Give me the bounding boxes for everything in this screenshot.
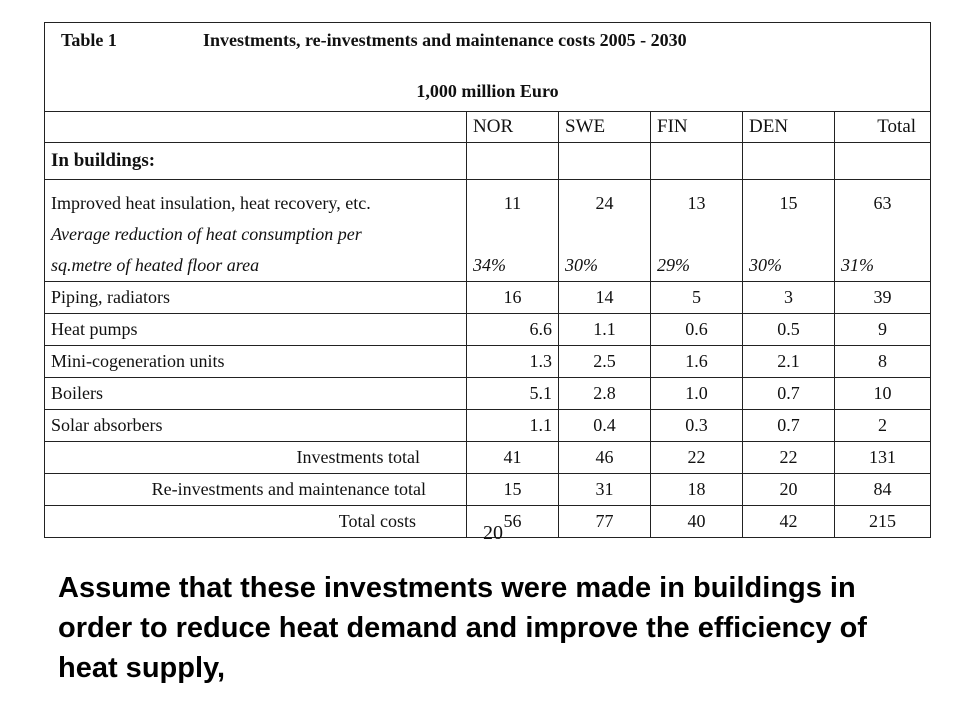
table-title: Investments, re-investments and maintenance costs 2005 - 2030 (203, 30, 687, 50)
insulation-value-fin: 13 (687, 193, 706, 213)
table-title-cell (45, 23, 931, 74)
row-value-den: 2.1 (743, 346, 835, 378)
totals-value-total: 84 (835, 474, 931, 506)
table-row (45, 410, 931, 442)
row-value-fin: 0.3 (651, 410, 743, 442)
row-value-den: 3 (743, 282, 835, 314)
insulation-pct-total: 31% (841, 255, 874, 275)
section-row (45, 143, 931, 180)
totals-value-fin: 40 (651, 506, 743, 538)
row-value-nor: 5.1 (467, 378, 559, 410)
insulation-pct-nor: 34% (473, 255, 506, 275)
insulation-cell-fin (651, 180, 743, 282)
row-value-total: 2 (835, 410, 931, 442)
col-header-nor: NOR (467, 112, 559, 143)
col-header-swe: SWE (559, 112, 651, 143)
row-value-nor: 16 (467, 282, 559, 314)
totals-value-nor: 56 (467, 506, 559, 538)
totals-value-swe: 46 (559, 442, 651, 474)
totals-value-total: 131 (835, 442, 931, 474)
insulation-value-den: 15 (779, 193, 798, 213)
insulation-cell-swe (559, 180, 651, 282)
row-value-fin: 0.6 (651, 314, 743, 346)
row-value-den: 0.7 (743, 410, 835, 442)
row-value-nor: 1.1 (467, 410, 559, 442)
totals-value-den: 42 (743, 506, 835, 538)
row-value-den: 0.7 (743, 378, 835, 410)
totals-value-fin: 18 (651, 474, 743, 506)
row-value-swe: 1.1 (559, 314, 651, 346)
row-value-total: 9 (835, 314, 931, 346)
table-label: Table 1 (61, 30, 117, 50)
totals-value-swe: 31 (559, 474, 651, 506)
totals-value-fin: 22 (651, 442, 743, 474)
totals-row (45, 442, 931, 474)
table-row (45, 346, 931, 378)
totals-value-nor: 15 (467, 474, 559, 506)
row-label: Piping, radiators (45, 282, 467, 314)
page-number: 20 (483, 522, 503, 544)
insulation-sub-label-1: Average reduction of heat consumption per (51, 224, 362, 244)
insulation-cell-den (743, 180, 835, 282)
insulation-row (45, 180, 931, 282)
row-value-fin: 1.0 (651, 378, 743, 410)
insulation-label: Improved heat insulation, heat recovery, etc. (51, 193, 371, 213)
row-value-swe: 2.8 (559, 378, 651, 410)
row-value-total: 10 (835, 378, 931, 410)
insulation-sub-label-2: sq.metre of heated floor area (51, 255, 260, 275)
section-label: In buildings: (45, 143, 467, 180)
totals-label: Total costs (45, 506, 467, 538)
insulation-label-cell (45, 180, 467, 282)
row-value-swe: 14 (559, 282, 651, 314)
insulation-pct-den: 30% (749, 255, 782, 275)
row-value-total: 8 (835, 346, 931, 378)
row-value-swe: 0.4 (559, 410, 651, 442)
totals-value-den: 20 (743, 474, 835, 506)
insulation-pct-fin: 29% (657, 255, 690, 275)
table-row (45, 378, 931, 410)
row-label: Heat pumps (45, 314, 467, 346)
row-label: Boilers (45, 378, 467, 410)
header-blank (45, 112, 467, 143)
slide-caption: Assume that these investments were made in buildings in order to reduce heat demand and improve the efficiency of heat supply, (58, 572, 867, 684)
table-row (45, 314, 931, 346)
insulation-cell-total (835, 180, 931, 282)
col-header-total: Total (835, 112, 931, 143)
totals-label: Re-investments and maintenance total (45, 474, 467, 506)
totals-value-total: 215 (835, 506, 931, 538)
row-value-nor: 1.3 (467, 346, 559, 378)
col-header-den: DEN (743, 112, 835, 143)
row-label: Mini-cogeneration units (45, 346, 467, 378)
insulation-value-total: 63 (873, 193, 892, 213)
investment-cost-table (44, 22, 931, 538)
insulation-value-nor: 11 (503, 193, 522, 213)
row-value-swe: 2.5 (559, 346, 651, 378)
row-value-fin: 1.6 (651, 346, 743, 378)
row-value-nor: 6.6 (467, 314, 559, 346)
col-header-fin: FIN (651, 112, 743, 143)
row-value-fin: 5 (651, 282, 743, 314)
column-header-row (45, 112, 931, 143)
insulation-value-swe: 24 (595, 193, 614, 213)
row-value-total: 39 (835, 282, 931, 314)
table-unit: 1,000 million Euro (45, 73, 931, 112)
insulation-pct-swe: 30% (565, 255, 598, 275)
totals-value-den: 22 (743, 442, 835, 474)
row-label: Solar absorbers (45, 410, 467, 442)
totals-row (45, 474, 931, 506)
totals-value-swe: 77 (559, 506, 651, 538)
insulation-cell-nor (467, 180, 559, 282)
row-value-den: 0.5 (743, 314, 835, 346)
totals-value-nor: 41 (467, 442, 559, 474)
table-row (45, 282, 931, 314)
totals-label: Investments total (45, 442, 467, 474)
